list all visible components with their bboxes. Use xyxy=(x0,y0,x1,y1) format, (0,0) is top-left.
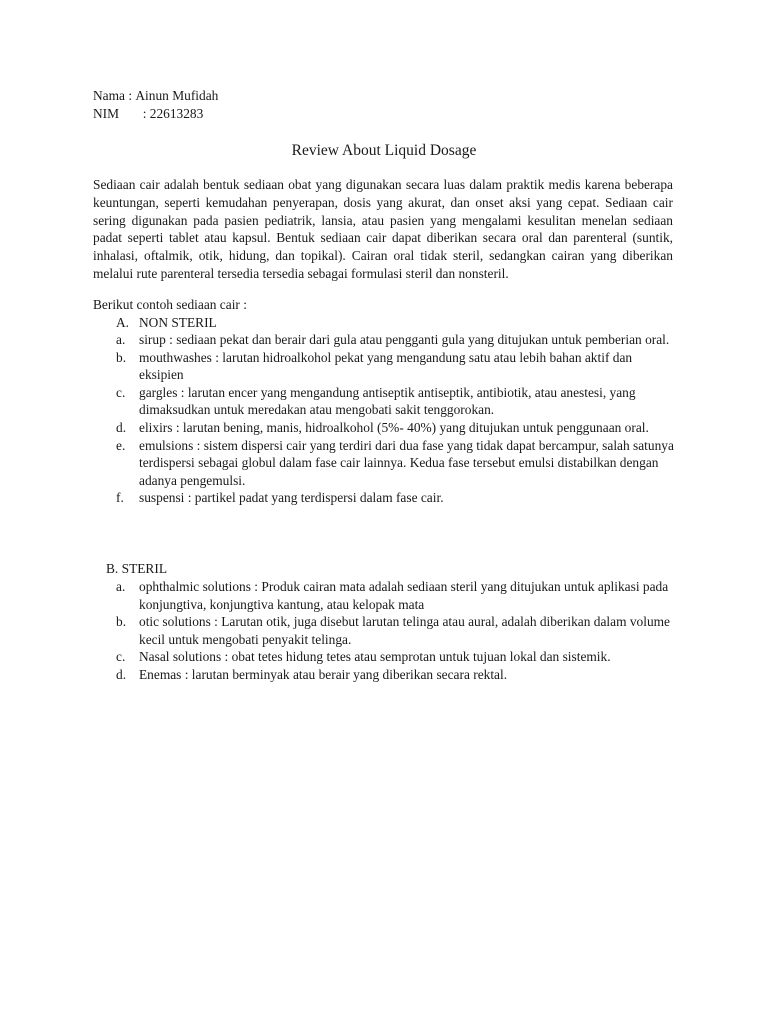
list-item-text: otic solutions : Larutan otik, juga disebut larutan telinga atau aural, adalah diberikan dalam volume kecil untuk mengobati penyakit telinga. xyxy=(139,614,671,647)
list-item xyxy=(116,349,676,384)
list-marker: a. xyxy=(116,332,126,347)
list-marker: b. xyxy=(116,349,127,365)
list-item xyxy=(116,489,676,507)
name-value: Ainun Mufidah xyxy=(135,88,219,103)
section-a-title: NON STERIL xyxy=(139,315,217,330)
list-item-text: mouthwashes : larutan hidroalkohol pekat yang mengandung satu atau lebih bahan aktif dan eksipien xyxy=(139,349,633,383)
list-item-text: gargles : larutan encer yang mengandung antiseptik antiseptik, antibiotik, atau anestesi, yang dimaksudkan untuk meredakan atau mengobati sakit tenggorokan. xyxy=(139,384,636,418)
name-row xyxy=(93,87,218,105)
list-item-text: sirup : sediaan pekat dan berair dari gula atau pengganti gula yang ditujukan untuk pemberian oral. xyxy=(139,332,670,347)
nim-row xyxy=(93,105,218,123)
list-item xyxy=(116,331,676,349)
list-marker: e. xyxy=(116,437,126,453)
section-a-marker: A. xyxy=(116,315,130,330)
list-item xyxy=(116,613,676,648)
list-marker: d. xyxy=(116,666,127,682)
list-item-text: ophthalmic solutions : Produk cairan mata adalah sediaan steril yang ditujukan untuk aplikasi pada konjungtiva, konjungtiva kantung, atau kelopak mata xyxy=(139,579,669,612)
list-marker: f. xyxy=(116,490,124,506)
list-item xyxy=(116,384,676,419)
list-item-text: elixirs : larutan bening, manis, hidroalkohol (5%- 40%) yang ditujukan untuk penggunaan oral. xyxy=(139,419,649,435)
name-label: Nama : xyxy=(93,88,136,103)
list-marker: c. xyxy=(116,384,126,400)
student-info xyxy=(93,87,218,122)
non-steril-list xyxy=(116,331,676,507)
list-marker: d. xyxy=(116,419,127,435)
list-item xyxy=(116,419,676,437)
list-item-text: Enemas : larutan berminyak atau berair yang diberikan secara rektal. xyxy=(139,666,508,682)
list-intro: Berikut contoh sediaan cair : xyxy=(93,297,247,312)
list-item-text: Nasal solutions : obat tetes hidung tetes atau semprotan untuk tujuan lokal dan sistemik. xyxy=(139,649,611,665)
list-marker: c. xyxy=(116,649,126,665)
nim-value: : 22613283 xyxy=(136,105,204,121)
list-item-text: suspensi : partikel padat yang terdispersi dalam fase cair. xyxy=(139,490,444,506)
nim-label: NIM xyxy=(93,105,120,121)
list-item-text: emulsions : sistem dispersi cair yang terdiri dari dua fase yang tidak dapat bercampur, salah satunya terdispersi sebagai globul dalam fase cair lainnya. Kedua fase tersebut emulsi distabilkan dengan adanya pengemulsi. xyxy=(139,437,674,488)
list-item xyxy=(116,578,676,613)
list-item xyxy=(116,648,676,666)
document-title: Review About Liquid Dosage xyxy=(291,142,477,159)
list-marker: a. xyxy=(116,579,126,594)
section-a-heading xyxy=(116,314,217,332)
list-item xyxy=(116,666,676,684)
intro-paragraph: Sediaan cair adalah bentuk sediaan obat yang digunakan secara luas dalam praktik medis karena beberapa keuntungan, seperti kemudahan penyerapan, dosis yang akurat, dan onset aksi yang cepat. Sediaan cair sering digunakan pada pasien pediatrik, lansia, atau pasien yang mengalami kesulitan menelan sediaan padat seperti tablet atau kapsul. Bentuk sediaan cair dapat diberikan secara oral dan parenteral (suntik, inhalasi, oftalmik, otik, hidung, dan topikal). Cairan oral tidak steril, sedangkan cairan yang diberikan melalui rute parenteral tersedia tersedia sebagai formulasi steril dan nonsteril. xyxy=(93,177,673,281)
list-item xyxy=(116,437,676,490)
steril-list xyxy=(116,578,676,684)
list-marker: b. xyxy=(116,614,127,630)
section-b-heading: B. STERIL xyxy=(106,561,168,576)
